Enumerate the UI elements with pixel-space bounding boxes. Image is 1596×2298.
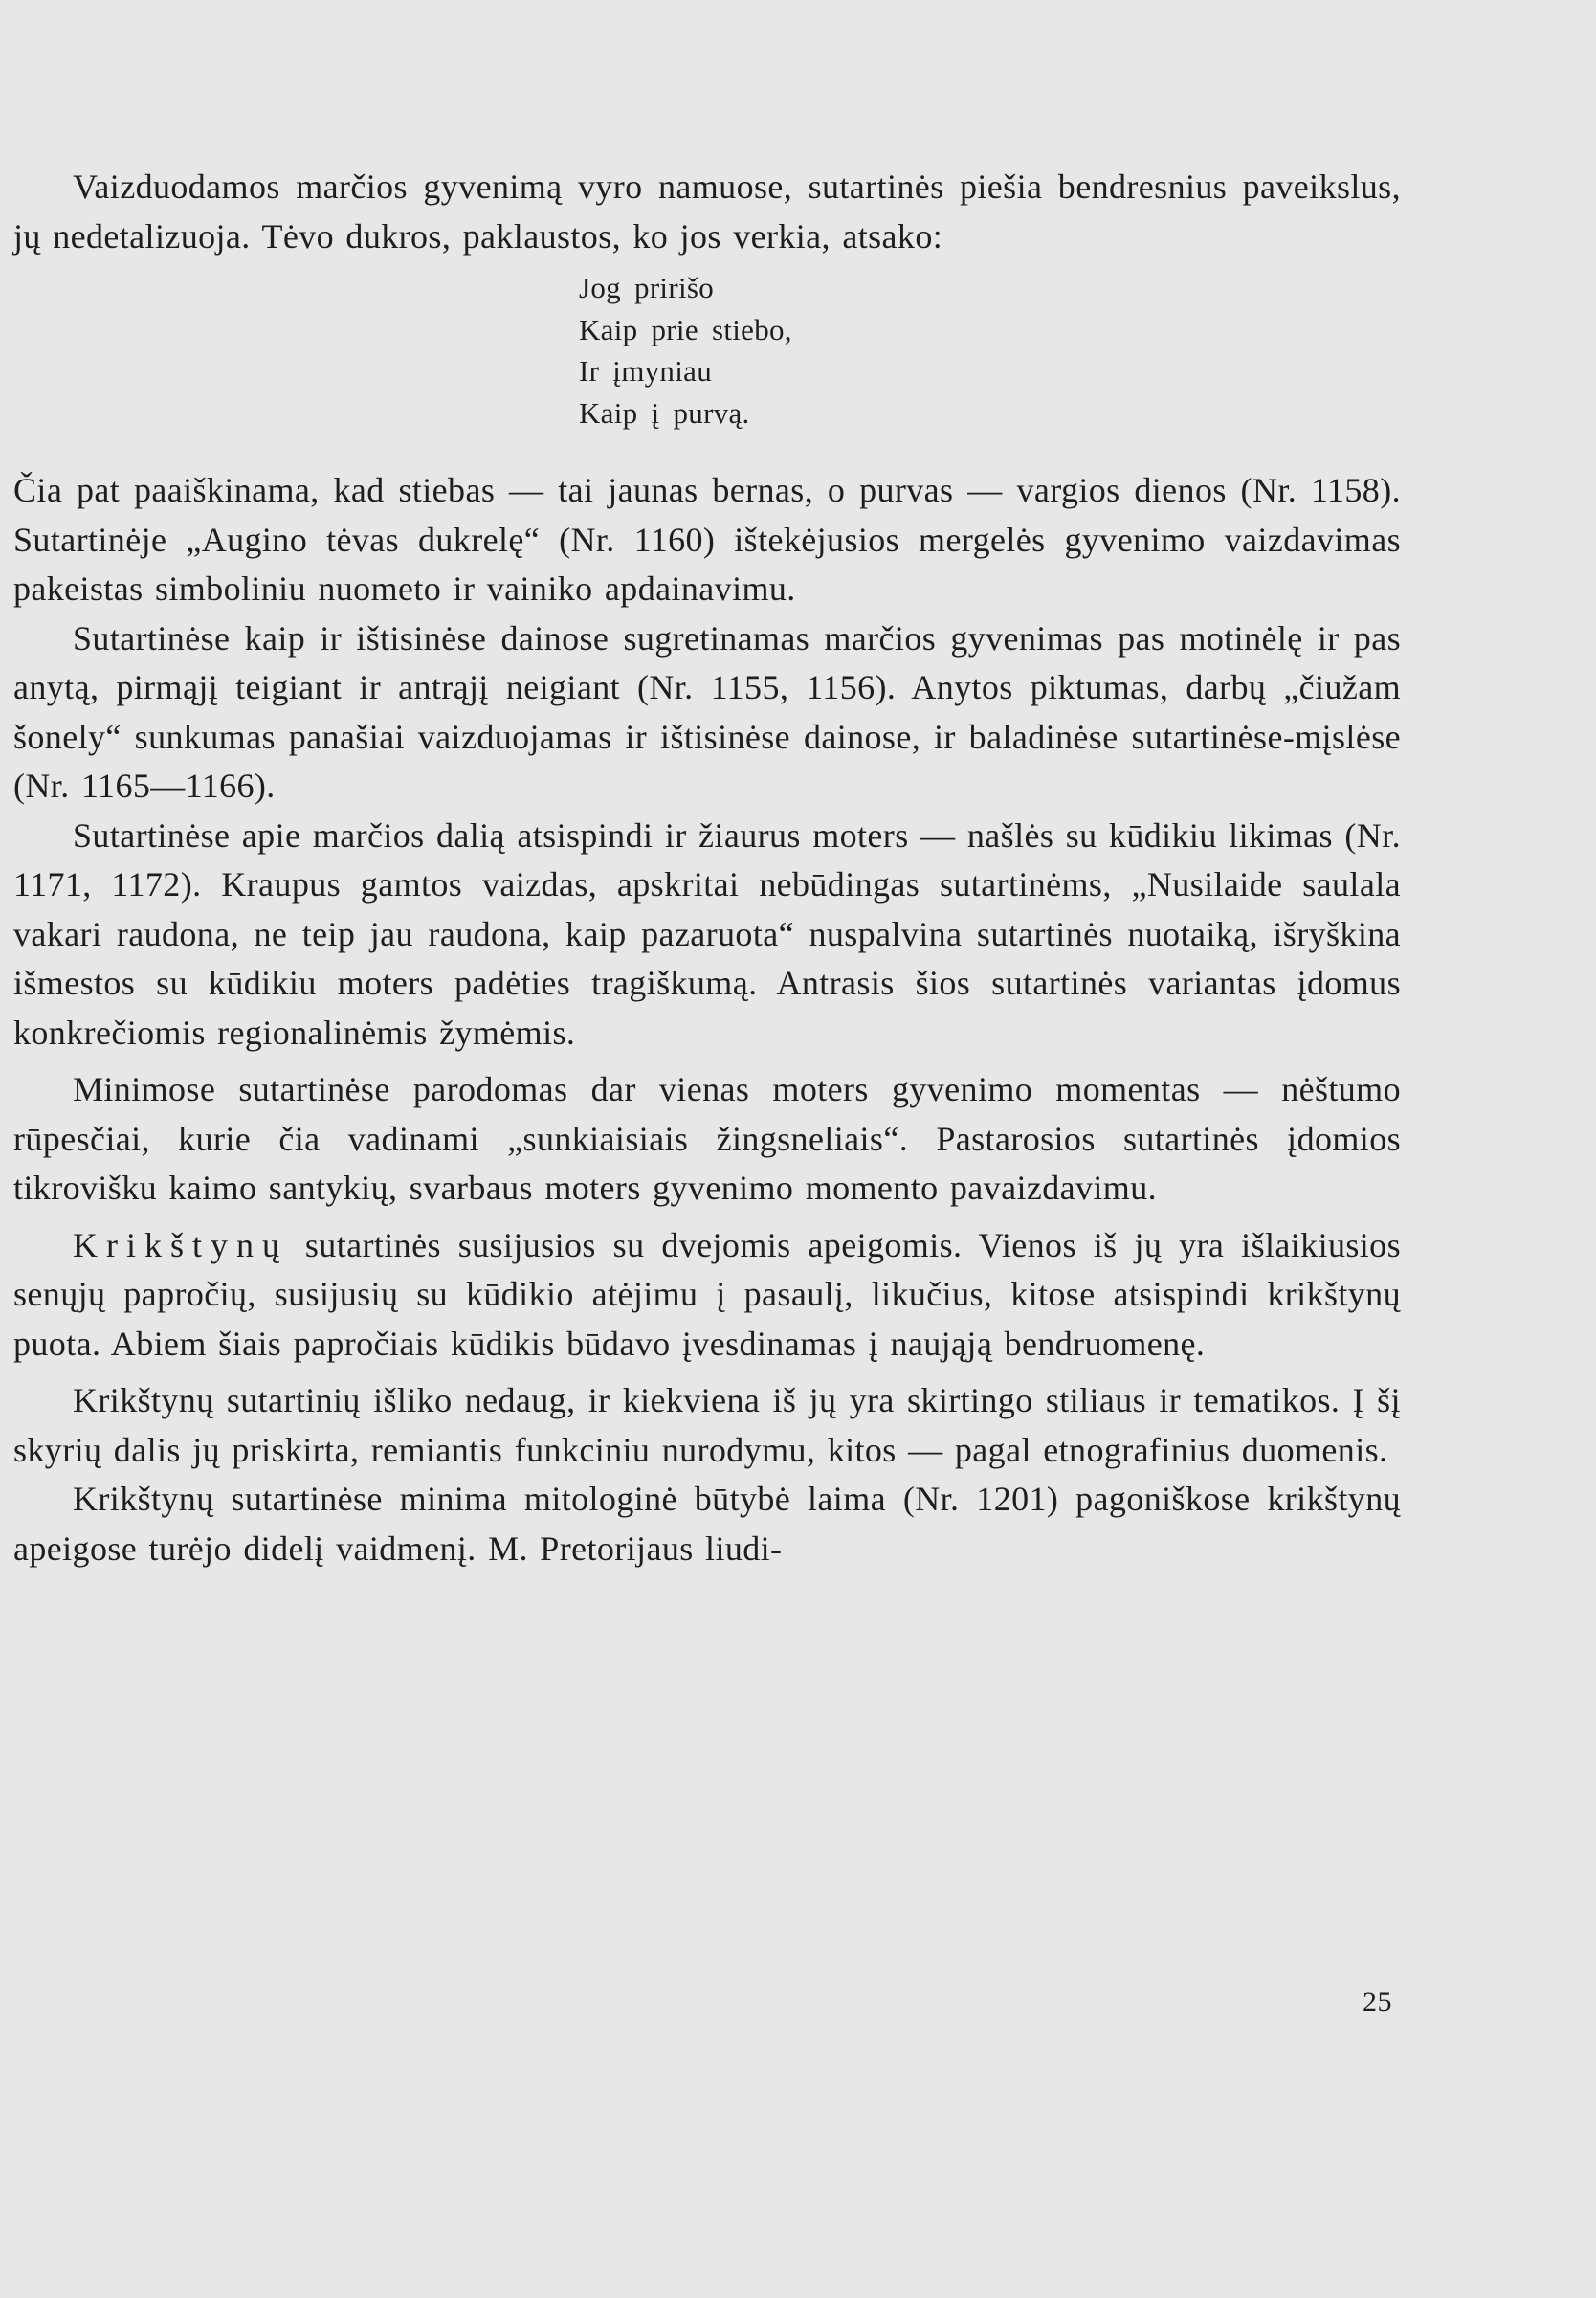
verse-line-4: Kaip į purvą. bbox=[579, 395, 750, 430]
body-text bbox=[13, 163, 1401, 1573]
paragraph-7: Krikštynų sutartinių išliko nedaug, ir kiekviena iš jų yra skirtingo stiliaus ir tematikos. Į šį skyrių dalis jų priskirta, remiantis funkciniu nurodymu, kitos — pagal etnografinius duomenis. bbox=[13, 1381, 1401, 1469]
verse-line-2: Kaip prie stiebo, bbox=[579, 312, 792, 346]
paragraph-8: Krikštynų sutartinėse minima mitologinė būtybė laima (Nr. 1201) pagoniškose krikštynų apeigose turėjo didelį vaidmenį. M. Pretorijaus liudi- bbox=[13, 1480, 1401, 1568]
section-keyword: Krikštynų bbox=[73, 1225, 288, 1264]
verse-line-3: Ir įmyniau bbox=[579, 354, 712, 388]
paragraph-6-text: sutartinės susijusios su dvejomis apeigomis. Vienos iš jų yra išlaikiusios senųjų papročių, susijusių su kūdikio atėjimu į pasaulį, likučius, kitose atsispindi krikštynų puota. Abiem šiais papročiais kūdikis būdavo įvesdinamas į naująją bendruomenę. bbox=[13, 1225, 1401, 1363]
paragraph-1: Vaizduodamos marčios gyvenimą vyro namuose, sutartinės piešia bendresnius paveikslus, jų nedetalizuoja. Tėvo dukros, paklaustos, ko jos verkia, atsako: bbox=[13, 167, 1401, 256]
paragraph-6 bbox=[13, 1221, 1401, 1370]
page-number: 25 bbox=[1363, 1986, 1392, 2018]
paragraph-5: Minimose sutartinėse parodomas dar vienas moters gyvenimo momentas — nėštumo rūpesčiai, kurie čia vadinami „sunkiaisiais žingsneliais“. Pastarosios sutartinės įdomios tikrovišku kaimo santykių, svarbaus moters gyvenimo momento pavaizdavimu. bbox=[13, 1070, 1401, 1207]
verse-line-1: Jog pririšo bbox=[579, 271, 715, 304]
paragraph-4: Sutartinėse apie marčios dalią atsispindi ir žiaurus moters — našlės su kūdikiu likimas (Nr. 1171, 1172). Kraupus gamtos vaizdas, apskritai nebūdingas sutartinėms, „Nusilaide saulala vakari raudona, ne teip jau raudona, kaip pazaruota“ nuspalvina sutartinės nuotaiką, išryškina išmestos su kūdikiu moters padėties tragiškumą. Antrasis šios sutartinės variantas įdomus konkrečiomis regionalinėmis žymėmis. bbox=[13, 815, 1401, 1052]
paragraph-2: Čia pat paaiškinama, kad stiebas — tai jaunas bernas, o purvas — vargios dienos (Nr. 1158). Sutartinėje „Augino tėvas dukrelę“ (Nr. 1160) ištekėjusios mergelės gyvenimo vaizdavimas pakeistas simboliniu nuometo ir vainiko apdainavimu. bbox=[13, 471, 1401, 608]
paragraph-3: Sutartinėse kaip ir ištisinėse dainose sugretinamas marčios gyvenimas pas motinėlę ir pas anytą, pirmąjį teigiant ir antrąjį neigiant (Nr. 1155, 1156). Anytos piktumas, darbų „čiužam šonely“ sunkumas panašiai vaizduojamas ir ištisinėse dainose, ir baladinėse sutartinėse-mįslėse (Nr. 1165—1166). bbox=[13, 618, 1401, 805]
verse-quote bbox=[579, 267, 1401, 434]
